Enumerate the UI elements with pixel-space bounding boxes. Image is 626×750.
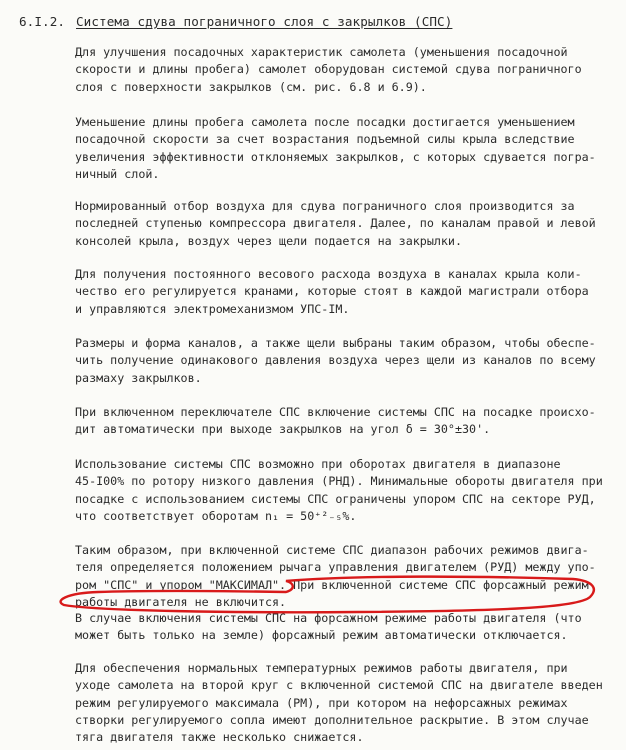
paragraph-2 bbox=[75, 114, 600, 183]
text-line: Для получения постоянного весового расхода воздуха в каналах крыла коли- bbox=[75, 267, 582, 281]
text-line: ничный слой. bbox=[75, 166, 160, 181]
text-line: режим регулируемого максимала (РМ), при котором на нефорсажных режимах bbox=[75, 695, 568, 710]
text-line: работы двигателя не включится. bbox=[75, 594, 287, 609]
paragraph-5 bbox=[75, 335, 600, 387]
text-line: В случае включения системы СПС на форсажном режиме работы двигателя (что bbox=[75, 611, 582, 625]
text-line: ром "СПС" и упором "МАКСИМАЛ". При включенной системе СПС форсажный режим bbox=[75, 577, 589, 592]
paragraph-1 bbox=[75, 44, 600, 96]
text-line: При включенном переключателе СПС включение системы СПС на посадке происхо- bbox=[75, 405, 596, 419]
section-number: 6.I.2. bbox=[19, 14, 66, 29]
paragraph-6 bbox=[75, 404, 600, 439]
text-line: Размеры и форма каналов, а также щели выбраны таким образом, чтобы обеспе- bbox=[75, 336, 596, 350]
text-line: тяга двигателя также несколько снижается. bbox=[75, 730, 364, 745]
paragraph-10 bbox=[75, 660, 603, 746]
text-line: скорости и длины пробега) самолет оборудован системой сдува пограничного bbox=[75, 62, 582, 77]
text-line: размаху закрылков. bbox=[75, 370, 202, 385]
paragraph-9 bbox=[75, 610, 600, 645]
text-line: чить получение одинакового давления воздуха через щели из каналов по всему bbox=[75, 353, 596, 368]
text-line: Использование системы СПС возможно при оборотах двигателя в диапазоне bbox=[75, 457, 561, 471]
text-line: консолей крыла, воздух через щели подается на закрылки. bbox=[75, 233, 463, 248]
text-line: дит автоматически при выходе закрылков на угол δ = 30°±30'. bbox=[75, 422, 491, 437]
text-line: Для обеспечения нормальных температурных режимов работы двигателя, при bbox=[75, 661, 568, 675]
text-line: Для улучшения посадочных характеристик самолета (уменьшения посадочной bbox=[75, 45, 568, 59]
text-line: створки регулируемого сопла имеют дополнительное раскрытие. В этом случае bbox=[75, 712, 589, 727]
text-line: последней ступенью компрессора двигателя. Далее, по каналам правой и левой bbox=[75, 216, 596, 231]
text-line: и управляются электромеханизмом УПС-IМ. bbox=[75, 301, 350, 316]
text-line: Нормированный отбор воздуха для сдува пограничного слоя производится за bbox=[75, 199, 575, 213]
text-line: 45-I00% по ротору низкого давления (РНД). Минимальные обороты двигателя при bbox=[75, 474, 603, 489]
text-line: посадке с использованием системы СПС ограничены упором СПС на секторе РУД, bbox=[75, 491, 596, 506]
text-line: уходе самолета на второй круг с включенной системой СПС на двигателе введен bbox=[75, 678, 603, 693]
text-line: Таким образом, при включенной системе СПС диапазон рабочих режимов двига- bbox=[75, 543, 589, 557]
text-line: Уменьшение длины пробега самолета после посадки достигается уменьшением bbox=[75, 115, 575, 129]
section-heading bbox=[19, 14, 609, 29]
paragraph-7 bbox=[75, 456, 603, 525]
paragraph-4 bbox=[75, 266, 600, 318]
text-line: чество его регулируется кранами, которые стоят в каждой магистрали отбора bbox=[75, 284, 589, 299]
text-line: слоя с поверхности закрылков (см. рис. 6.8 и 6.9). bbox=[75, 79, 427, 94]
section-title: Система сдува пограничного слоя с закрылков (СПС) bbox=[76, 14, 453, 29]
paragraph-3 bbox=[75, 198, 600, 250]
text-line: может быть только на земле) форсажный режим автоматически отключается. bbox=[75, 628, 568, 643]
text-line: увеличения эффективности отклоняемых закрылков, с которых сдувается погра- bbox=[75, 149, 596, 164]
paragraph-8 bbox=[75, 542, 600, 611]
text-line: посадочной скорости за счет возрастания подъемной силы крыла вследствие bbox=[75, 132, 575, 147]
text-line: что соответствует оборотам n₁ = 50⁺²₋₅%. bbox=[75, 508, 357, 523]
text-line: теля определяется положением рычага управления двигателем (РУД) между упо- bbox=[75, 560, 596, 575]
